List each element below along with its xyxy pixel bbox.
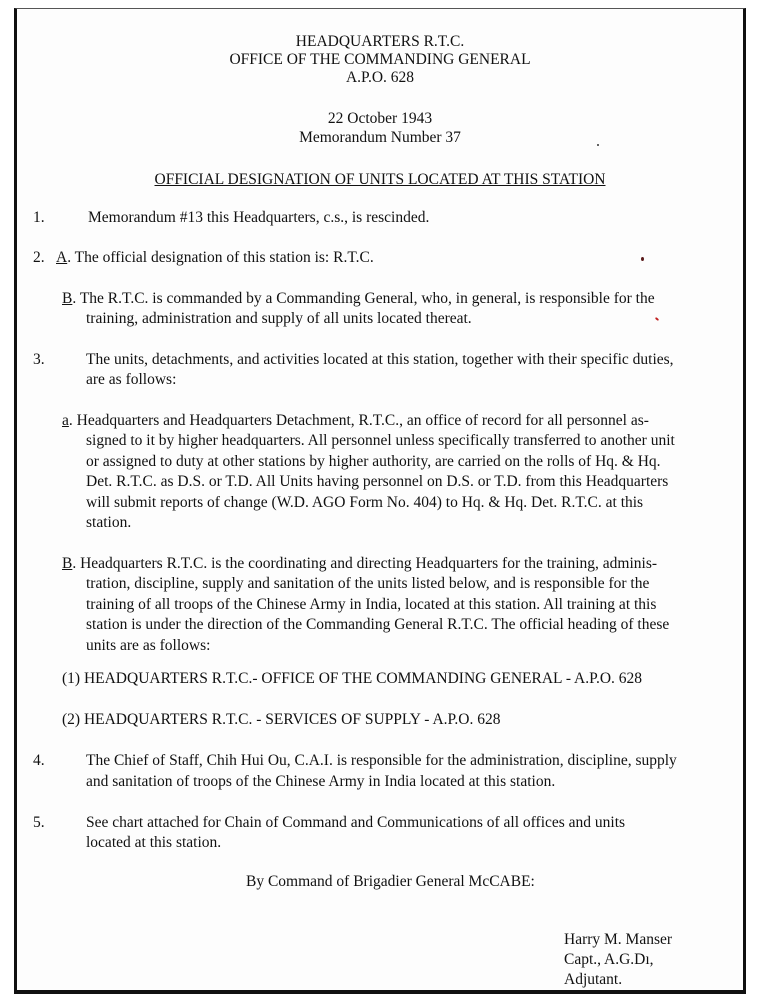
para-3-line-2: are as follows: <box>86 371 177 388</box>
para-2b-line-2: training, administration and supply of all units located thereat. <box>86 310 472 327</box>
para-4-line-2: and sanitation of troops of the Chinese Army in India located at this station. <box>86 773 556 790</box>
para-5-line-2: located at this station. <box>86 834 222 851</box>
para-3b-line-2: tration, discipline, supply and sanitation of the units listed below, and is responsible for the <box>86 575 650 592</box>
para-2b-label: B <box>62 290 73 307</box>
memo-subject: OFFICIAL DESIGNATION OF UNITS LOCATED AT THIS STATION <box>154 171 606 188</box>
para-3b-line-4: station is under the direction of the Commanding General R.T.C. The official heading of these <box>86 616 670 633</box>
header-line-2: OFFICE OF THE COMMANDING GENERAL <box>229 51 531 68</box>
para-3b-line-3: training of all troops of the Chinese Army in India, located at this station. All training at this <box>86 596 657 613</box>
para-3a-line-5: will submit reports of change (W.D. AGO Form No. 404) to Hq. & Hq. Det. R.T.C. at this <box>86 494 644 511</box>
memo-number: Memorandum Number 37 <box>299 129 461 146</box>
by-command-line: By Command of Brigadier General McCABE: <box>246 873 535 890</box>
para-3a-line-6: station. <box>86 514 132 531</box>
para-2a-text: . The official designation of this station is: R.T.C. <box>67 249 374 266</box>
para-3b-label: B <box>62 555 73 572</box>
para-2b-line-1 <box>62 289 655 309</box>
para-3a-line-3: or assigned to duty at other stations by higher authority, are carried on the rolls of Hq. & Hq. <box>86 453 661 470</box>
para-3a-line-1 <box>62 411 649 431</box>
scan-speck <box>641 257 644 261</box>
para-2a <box>56 248 374 268</box>
para-3a-line-4: Det. R.T.C. as D.S. or T.D. All Units having personnel on D.S. or T.D. from this Headquarters <box>86 473 669 490</box>
unit-heading-1: (1) HEADQUARTERS R.T.C.- OFFICE OF THE COMMANDING GENERAL - A.P.O. 628 <box>62 670 643 687</box>
para-3a-line-2: signed to it by higher headquarters. All personnel unless specifically transferred to another unit <box>86 432 675 449</box>
header-line-3: A.P.O. 628 <box>345 69 415 86</box>
para-3b-line-1 <box>62 554 657 574</box>
signer-rank: Capt., A.G.Dı, <box>564 951 654 968</box>
para-3a-label: a <box>62 412 69 429</box>
para-2-number: 2. <box>33 249 45 266</box>
para-3b-text: . Headquarters R.T.C. is the coordinating and directing Headquarters for the training, adminis- <box>72 555 658 572</box>
para-5-number: 5. <box>33 814 45 831</box>
para-3-number: 3. <box>33 351 45 368</box>
memo-date: 22 October 1943 <box>327 110 433 127</box>
para-1-number: 1. <box>33 209 45 226</box>
signer-name: Harry M. Manser <box>564 931 673 948</box>
para-4-line-1: The Chief of Staff, Chih Hui Ou, C.A.I. is responsible for the administration, discipline, supply <box>86 752 677 769</box>
para-2a-label: A <box>56 249 68 266</box>
header-line-1: HEADQUARTERS R.T.C. <box>295 33 465 50</box>
para-3-line-1: The units, detachments, and activities located at this station, together with their specific duties, <box>86 351 674 368</box>
para-5-line-1: See chart attached for Chain of Command and Communications of all offices and units <box>86 814 626 831</box>
para-4-number: 4. <box>33 752 45 769</box>
signer-title: Adjutant. <box>564 971 623 988</box>
para-3b-line-5: units are as follows: <box>86 637 211 654</box>
para-3a-text: . Headquarters and Headquarters Detachment, R.T.C., an office of record for all personnel as- <box>68 412 649 429</box>
para-2b-text: . The R.T.C. is commanded by a Commanding General, who, in general, is responsible for the <box>72 290 655 307</box>
unit-heading-2: (2) HEADQUARTERS R.T.C. - SERVICES OF SUPPLY - A.P.O. 628 <box>62 711 501 728</box>
para-1-text: Memorandum #13 this Headquarters, c.s., is rescinded. <box>88 209 430 226</box>
